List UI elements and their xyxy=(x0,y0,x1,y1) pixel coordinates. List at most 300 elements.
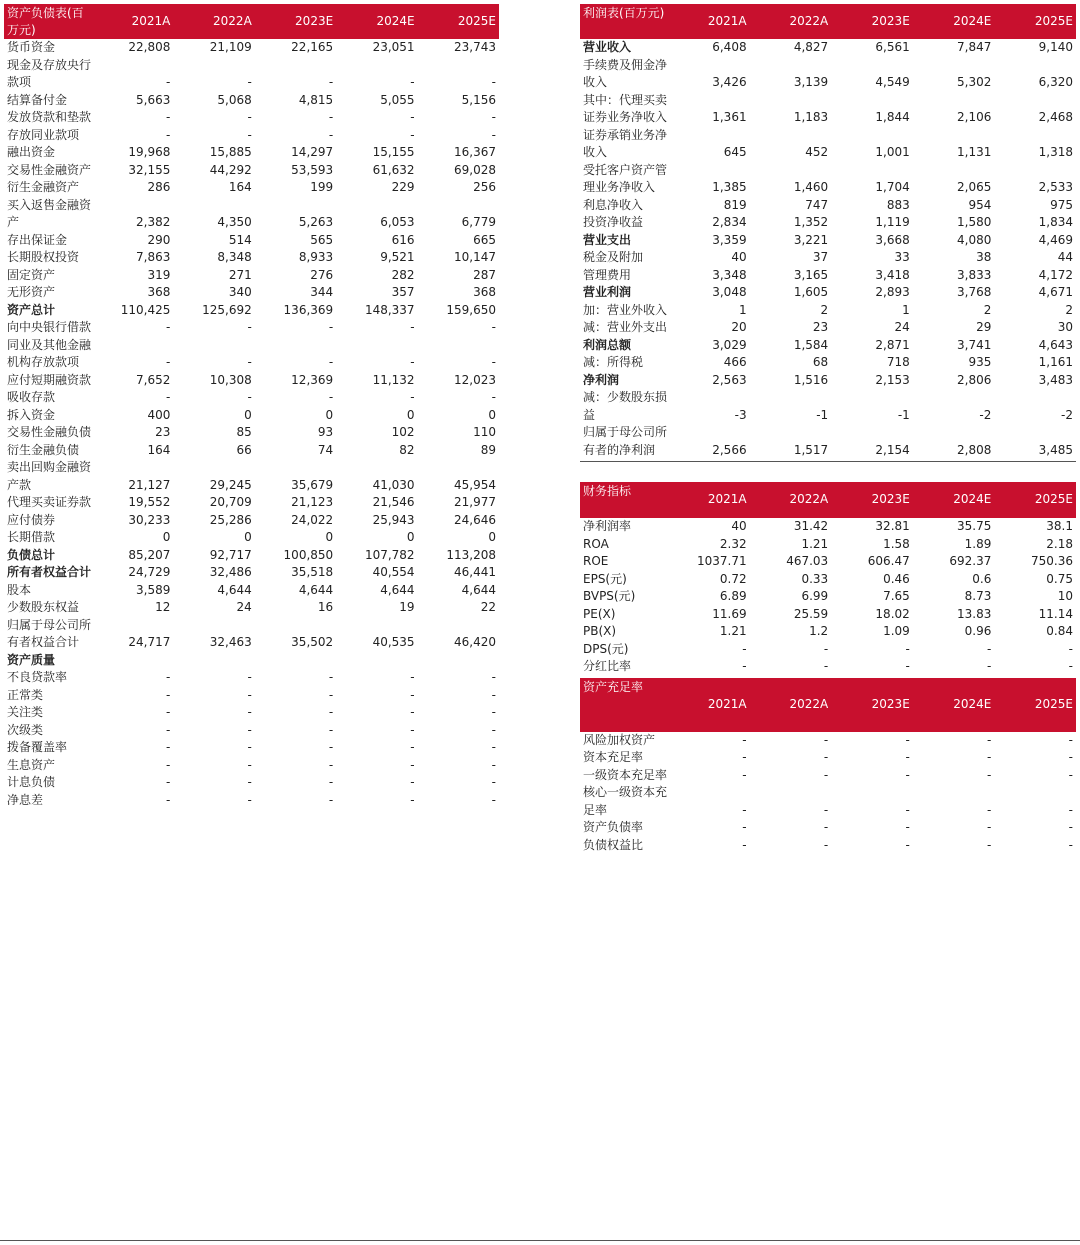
row-label: PB(X) xyxy=(583,624,617,638)
cell-value: 74 xyxy=(317,442,334,457)
row-label: 减：所得税 xyxy=(583,355,644,369)
cell-value: - xyxy=(410,75,415,89)
cell-value: 1,605 xyxy=(793,285,829,299)
cell-value: 2,106 xyxy=(957,110,992,124)
cell-value: 4,644 xyxy=(298,582,334,597)
cell-value: - xyxy=(742,659,747,673)
cell-value: 85,207 xyxy=(128,547,171,562)
cell-value: 2 xyxy=(983,302,992,317)
cell-value: 0 xyxy=(325,407,334,422)
table-row xyxy=(580,284,1076,302)
table-row xyxy=(4,617,499,652)
row-label: 交易性金融负债 xyxy=(7,425,92,439)
cell-value: - xyxy=(410,722,415,737)
row-label: 其中：代理买卖证券业务净收入 xyxy=(583,92,668,124)
cell-value: 159,650 xyxy=(446,302,496,317)
table-row xyxy=(580,424,1076,459)
year-header: 2025E xyxy=(994,482,1076,518)
cell-value: 1,580 xyxy=(957,215,992,229)
cell-value: - xyxy=(905,837,910,852)
cell-value: 340 xyxy=(228,285,252,299)
cell-value: - xyxy=(166,705,171,719)
row-label: 所有者权益合计 xyxy=(7,565,92,579)
table-row xyxy=(4,529,499,547)
cell-value: 21,109 xyxy=(209,40,252,54)
cell-value: - xyxy=(328,320,334,334)
table-title: 财务指标 xyxy=(580,482,668,518)
table-row xyxy=(580,767,1076,785)
row-label: 归属于母公司所有者权益合计 xyxy=(7,617,92,649)
cell-value: 102 xyxy=(391,425,415,439)
income-statement-table xyxy=(580,4,1076,459)
cell-value: 35,502 xyxy=(291,635,334,649)
table-row xyxy=(4,232,499,250)
cell-value: 2,566 xyxy=(712,442,747,457)
cell-value: - xyxy=(491,355,496,369)
cell-value: - xyxy=(491,757,496,772)
cell-value: 8,348 xyxy=(217,250,252,264)
row-label: 存放同业款项 xyxy=(7,127,80,142)
row-label: DPS(元) xyxy=(583,641,629,656)
cell-value: - xyxy=(410,127,415,142)
cell-value: - xyxy=(247,75,252,89)
cell-value: 25,943 xyxy=(372,512,415,527)
cell-value: - xyxy=(905,820,910,834)
table-row xyxy=(580,39,1076,57)
cell-value: 110 xyxy=(473,425,496,439)
cell-value: - xyxy=(247,722,252,737)
table-row xyxy=(580,232,1076,250)
cell-value: 344 xyxy=(310,285,334,299)
cell-value: 35,679 xyxy=(291,477,334,492)
cell-value: - xyxy=(410,320,415,334)
year-header: 2021A xyxy=(668,678,750,732)
cell-value: 19 xyxy=(399,600,415,614)
cell-value: 40,554 xyxy=(372,565,415,579)
cell-value: 4,643 xyxy=(1038,337,1073,352)
cell-value: 1,385 xyxy=(712,180,747,194)
cell-value: - xyxy=(987,659,992,673)
cell-value: 20,709 xyxy=(209,495,252,509)
cell-value: 1,119 xyxy=(875,215,910,229)
cell-value: - xyxy=(247,757,252,772)
cell-value: 747 xyxy=(805,197,829,212)
row-label: 卖出回购金融资产款 xyxy=(7,460,92,492)
cell-value: 3,485 xyxy=(1038,442,1073,457)
cell-value: 2 xyxy=(820,302,829,317)
cell-value: - xyxy=(491,705,496,719)
cell-value: 148,337 xyxy=(364,302,415,317)
cell-value: 2,808 xyxy=(957,442,992,457)
cell-value: - xyxy=(491,670,496,684)
cell-value: - xyxy=(166,775,171,789)
cell-value: 3,668 xyxy=(875,232,910,247)
bottom-rule xyxy=(0,1240,1080,1241)
cell-value: - xyxy=(1068,732,1073,747)
cell-value: 692.37 xyxy=(949,554,992,568)
row-label: 长期借款 xyxy=(7,530,56,544)
cell-value: 2,468 xyxy=(1038,110,1073,124)
cell-value: 46,420 xyxy=(454,635,496,649)
year-header: 2025E xyxy=(994,4,1076,39)
cell-value: 7.65 xyxy=(883,589,910,603)
cell-value: 229 xyxy=(391,180,415,194)
cell-value: 24,717 xyxy=(128,635,171,649)
table-title: 资产负债表(百万元) xyxy=(4,4,92,39)
cell-value: - xyxy=(1068,641,1073,656)
cell-value: - xyxy=(410,355,415,369)
cell-value: 24 xyxy=(236,600,252,614)
row-label: ROA xyxy=(583,536,609,551)
cell-value: - xyxy=(247,127,252,142)
cell-value: - xyxy=(166,757,171,772)
cell-value: 0 xyxy=(325,530,334,544)
cell-value: - xyxy=(905,750,910,764)
year-header: 2023E xyxy=(831,4,913,39)
row-label: 资产总计 xyxy=(7,302,56,317)
cell-value: - xyxy=(328,740,334,754)
cell-value: 4,080 xyxy=(957,232,992,247)
row-label: 计息负债 xyxy=(7,775,56,789)
cell-value: - xyxy=(328,670,334,684)
cell-value: - xyxy=(491,127,496,142)
table-row xyxy=(580,57,1076,92)
cell-value: 2,893 xyxy=(875,285,910,299)
year-header: 2024E xyxy=(913,678,995,732)
cell-value: 271 xyxy=(228,267,252,282)
cell-value: 38 xyxy=(976,250,992,264)
cell-value: 38.1 xyxy=(1046,519,1073,533)
cell-value: 2,563 xyxy=(712,372,747,387)
table-row xyxy=(4,39,499,57)
cell-value: 19,552 xyxy=(128,495,171,509)
cell-value: 24,729 xyxy=(128,565,171,579)
cell-value: - xyxy=(247,775,252,789)
cell-value: 20 xyxy=(731,320,747,334)
year-header: 2021A xyxy=(92,4,173,39)
row-label: 利息净收入 xyxy=(583,197,644,212)
year-header: 2023E xyxy=(831,482,913,518)
cell-value: 53,593 xyxy=(291,162,334,177)
cell-value: - xyxy=(742,820,747,834)
cell-value: 93 xyxy=(317,425,334,439)
cell-value: 2,834 xyxy=(712,215,747,229)
cell-value: 100,850 xyxy=(283,547,334,562)
cell-value: 35.75 xyxy=(957,519,992,533)
row-label: 同业及其他金融机构存放款项 xyxy=(7,337,92,369)
table-row xyxy=(580,92,1076,127)
table-row xyxy=(580,162,1076,197)
cell-value: 0.33 xyxy=(801,571,829,586)
row-label: 拆入资金 xyxy=(7,407,56,422)
cell-value: - xyxy=(987,802,992,817)
cell-value: - xyxy=(247,705,252,719)
cell-value: 21,127 xyxy=(128,477,171,492)
cell-value xyxy=(255,652,336,670)
cell-value: 1 xyxy=(902,302,910,317)
table-row xyxy=(580,197,1076,215)
cell-value: 1,584 xyxy=(793,337,829,352)
table-row xyxy=(4,652,499,670)
cell-value: 290 xyxy=(147,232,171,247)
cell-value: 1,517 xyxy=(793,442,829,457)
table-row xyxy=(4,319,499,337)
table-row xyxy=(4,197,499,232)
cell-value: 199 xyxy=(310,180,334,194)
cell-value: - xyxy=(410,390,415,404)
cell-value: 452 xyxy=(805,145,829,159)
cell-value: - xyxy=(1068,820,1073,834)
cell-value: 40,535 xyxy=(372,635,415,649)
cell-value: 15,155 xyxy=(372,145,415,159)
row-label: 吸收存款 xyxy=(7,390,56,404)
table-row xyxy=(4,722,499,740)
cell-value: 5,156 xyxy=(461,92,496,107)
cell-value: - xyxy=(328,75,334,89)
row-label: 应付短期融资款 xyxy=(7,372,92,387)
row-label: 交易性金融资产 xyxy=(7,162,92,177)
cell-value: 5,663 xyxy=(136,92,171,107)
cell-value: 357 xyxy=(391,285,415,299)
cell-value: - xyxy=(328,775,334,789)
table-row xyxy=(4,337,499,372)
cell-value: - xyxy=(328,390,334,404)
cell-value: - xyxy=(742,767,747,782)
cell-value: 44 xyxy=(1057,250,1073,264)
table-row xyxy=(4,302,499,320)
cell-value: 2,153 xyxy=(875,372,910,387)
cell-value: 24,646 xyxy=(454,512,496,527)
cell-value: - xyxy=(491,110,496,124)
year-header: 2024E xyxy=(913,4,995,39)
table-row xyxy=(4,512,499,530)
cell-value: 19,968 xyxy=(128,145,171,159)
cell-value: 645 xyxy=(723,145,747,159)
cell-value: 2 xyxy=(1065,302,1073,317)
cell-value: - xyxy=(410,740,415,754)
cell-value: 3,768 xyxy=(957,285,992,299)
cell-value: - xyxy=(823,732,829,747)
table-row xyxy=(4,372,499,390)
cell-value: 4,469 xyxy=(1038,232,1073,247)
table-row xyxy=(580,214,1076,232)
row-label: 一级资本充足率 xyxy=(583,767,668,782)
table-row xyxy=(580,127,1076,162)
table-row xyxy=(580,819,1076,837)
cell-value: 30 xyxy=(1057,320,1073,334)
cell-value: - xyxy=(410,792,415,807)
cell-value: - xyxy=(491,687,496,702)
cell-value: - xyxy=(1068,767,1073,782)
cell-value: 16 xyxy=(317,600,334,614)
cell-value: 9,140 xyxy=(1038,40,1073,54)
cell-value: - xyxy=(328,687,334,702)
row-label: 买入返售金融资产 xyxy=(7,197,92,229)
cell-value: 0.72 xyxy=(719,571,747,586)
row-label: EPS(元) xyxy=(583,571,627,586)
cell-value: - xyxy=(742,641,747,656)
cell-value: - xyxy=(247,355,252,369)
table-row xyxy=(4,704,499,722)
cell-value: 282 xyxy=(391,267,415,282)
table-row xyxy=(580,658,1076,676)
table-row xyxy=(4,284,499,302)
cell-value: 110,425 xyxy=(120,302,171,317)
cell-value: - xyxy=(905,802,910,817)
cell-value: 10 xyxy=(1057,589,1073,603)
cell-value: -2 xyxy=(1061,407,1073,422)
cell-value xyxy=(92,652,173,670)
cell-value: 718 xyxy=(886,355,910,369)
cell-value: 565 xyxy=(310,232,334,247)
cell-value: - xyxy=(410,687,415,702)
cell-value: 4,549 xyxy=(875,75,910,89)
cell-value: - xyxy=(491,320,496,334)
cell-value: 514 xyxy=(228,232,252,247)
cell-value: - xyxy=(410,705,415,719)
cell-value: 18.02 xyxy=(875,606,910,621)
row-label: 分红比率 xyxy=(583,659,632,673)
cell-value: 6,053 xyxy=(380,215,415,229)
cell-value: - xyxy=(491,740,496,754)
row-label: 归属于母公司所有者的净利润 xyxy=(583,425,668,457)
cell-value: 32,486 xyxy=(209,565,252,579)
cell-value: - xyxy=(166,687,171,702)
cell-value: 113,208 xyxy=(446,547,496,562)
row-label: 次级类 xyxy=(7,722,44,737)
cell-value: - xyxy=(905,659,910,673)
table-row xyxy=(580,302,1076,320)
cell-value: 4,644 xyxy=(217,582,252,597)
cell-value: 29 xyxy=(976,320,992,334)
cell-value: 35,518 xyxy=(291,565,334,579)
cell-value: 3,139 xyxy=(793,75,829,89)
cell-value: 85 xyxy=(236,425,252,439)
cell-value: 2.32 xyxy=(719,536,747,551)
cell-value: 4,172 xyxy=(1038,267,1073,282)
cell-value: 66 xyxy=(236,442,252,457)
cell-value: 975 xyxy=(1050,197,1073,212)
cell-value: -3 xyxy=(734,407,747,422)
table-row xyxy=(4,407,499,425)
cell-value: 1,161 xyxy=(1038,355,1073,369)
cell-value: 32,463 xyxy=(209,635,252,649)
row-label: 税金及附加 xyxy=(583,250,644,264)
table-row xyxy=(580,354,1076,372)
row-label: 固定资产 xyxy=(7,267,56,282)
cell-value: 30,233 xyxy=(128,512,171,527)
row-label: 向中央银行借款 xyxy=(7,320,92,334)
cell-value: 0 xyxy=(406,530,415,544)
cell-value: 466 xyxy=(723,355,747,369)
cell-value: 23 xyxy=(155,425,171,439)
table-row xyxy=(580,536,1076,554)
table-row xyxy=(4,267,499,285)
table-row xyxy=(4,92,499,110)
cell-value: 7,863 xyxy=(136,250,171,264)
cell-value: 24 xyxy=(894,320,910,334)
cell-value: 616 xyxy=(391,232,415,247)
cell-value: 7,652 xyxy=(136,372,171,387)
cell-value: 2,806 xyxy=(957,372,992,387)
capital-adequacy-table xyxy=(580,678,1076,855)
cell-value: - xyxy=(166,390,171,404)
row-label: PE(X) xyxy=(583,606,616,621)
cell-value: 164 xyxy=(228,180,252,194)
cell-value: 37 xyxy=(812,250,829,264)
table-row xyxy=(4,582,499,600)
cell-value: 40 xyxy=(731,250,747,264)
row-label: 结算备付金 xyxy=(7,92,68,107)
row-label: 衍生金融资产 xyxy=(7,180,80,194)
cell-value: 8,933 xyxy=(298,250,334,264)
table-row xyxy=(4,599,499,617)
row-label: 证券承销业务净收入 xyxy=(583,127,668,159)
cell-value: 0 xyxy=(406,407,415,422)
cell-value: 1.09 xyxy=(883,624,910,638)
cell-value: - xyxy=(247,687,252,702)
table-row xyxy=(4,459,499,494)
cell-value: 2.18 xyxy=(1046,536,1073,551)
cell-value: 1,361 xyxy=(712,110,747,124)
cell-value: 935 xyxy=(968,355,992,369)
cell-value: 2,533 xyxy=(1038,180,1073,194)
cell-value: - xyxy=(166,670,171,684)
cell-value: -2 xyxy=(979,407,992,422)
balance-sheet-table xyxy=(4,4,499,809)
cell-value: 0 xyxy=(162,530,171,544)
cell-value: 3,359 xyxy=(712,232,747,247)
cell-value: 10,308 xyxy=(209,372,252,387)
table-row xyxy=(580,518,1076,536)
row-label: 拨备覆盖率 xyxy=(7,740,68,754)
cell-value xyxy=(336,652,417,670)
cell-value: 4,644 xyxy=(380,582,415,597)
cell-value: 23,051 xyxy=(372,40,415,54)
table-row xyxy=(4,144,499,162)
row-label: 受托客户资产管理业务净收入 xyxy=(583,162,668,194)
cell-value: - xyxy=(987,820,992,834)
row-label: 利润总额 xyxy=(583,337,632,352)
cell-value: 0.75 xyxy=(1046,571,1073,586)
cell-value: 954 xyxy=(968,197,992,212)
cell-value: - xyxy=(166,740,171,754)
cell-value: - xyxy=(905,641,910,656)
table-row xyxy=(4,669,499,687)
table-row xyxy=(4,109,499,127)
cell-value: 22 xyxy=(480,600,496,614)
table-row xyxy=(580,641,1076,659)
table-row xyxy=(580,249,1076,267)
cell-value: 44,292 xyxy=(209,162,252,177)
cell-value: - xyxy=(491,775,496,789)
cell-value: 23,743 xyxy=(454,40,496,54)
cell-value: - xyxy=(491,722,496,737)
cell-value: 21,546 xyxy=(372,495,415,509)
cell-value: 3,418 xyxy=(875,267,910,282)
table-row xyxy=(580,267,1076,285)
row-label: 管理费用 xyxy=(583,267,632,282)
cell-value: - xyxy=(1068,837,1073,852)
row-label: 无形资产 xyxy=(7,285,56,299)
row-label: 减：营业外支出 xyxy=(583,320,668,334)
cell-value: - xyxy=(166,355,171,369)
row-label: 营业收入 xyxy=(583,40,632,54)
cell-value: 1,460 xyxy=(793,180,829,194)
row-label: 净利润 xyxy=(583,372,620,387)
cell-value: - xyxy=(166,110,171,124)
year-header: 2024E xyxy=(913,482,995,518)
